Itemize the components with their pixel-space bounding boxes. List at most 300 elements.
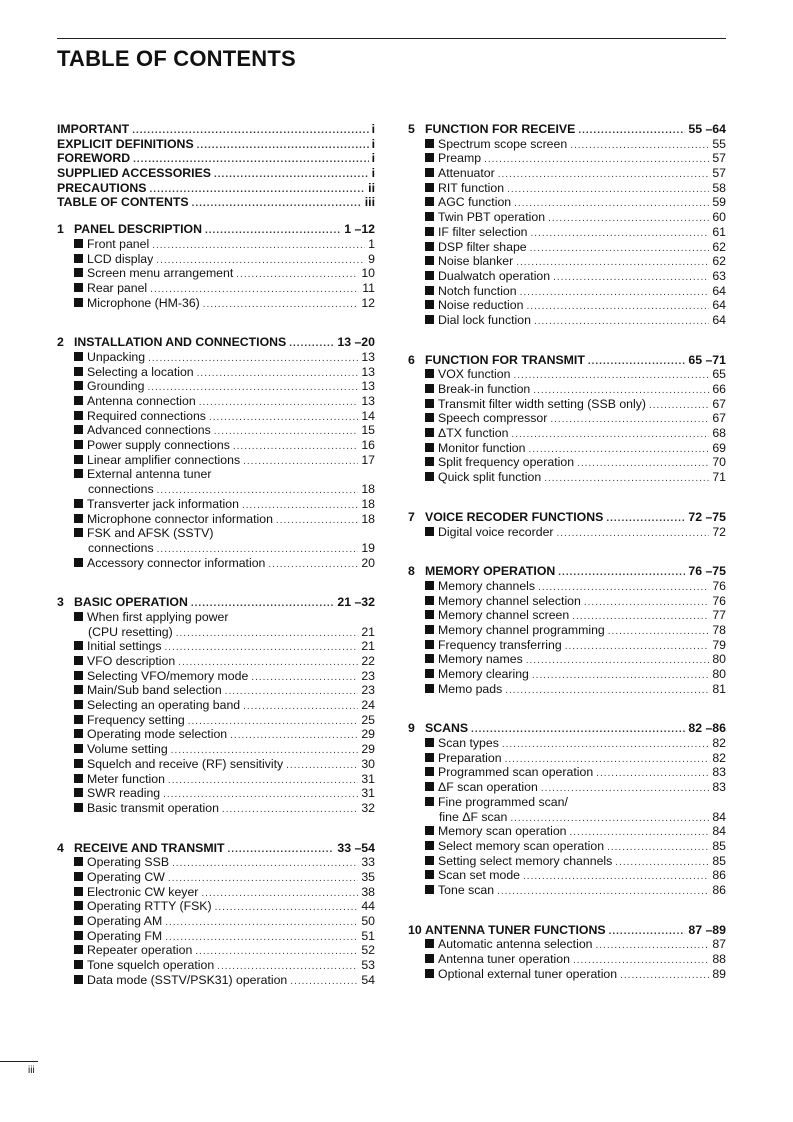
dot-leader <box>544 472 709 487</box>
section-number: 6 <box>408 352 415 367</box>
toc-item[interactable] <box>408 225 726 240</box>
dot-leader <box>251 671 358 686</box>
toc-item[interactable] <box>57 639 375 654</box>
toc-item[interactable] <box>57 556 375 571</box>
item-page: 59 <box>712 195 726 210</box>
toc-item[interactable] <box>57 885 375 900</box>
toc-item[interactable] <box>408 455 726 470</box>
item-label: Tone squelch operation <box>87 958 215 973</box>
toc-entry[interactable] <box>57 122 375 137</box>
toc-item[interactable] <box>57 669 375 684</box>
bullet-square-icon <box>74 367 83 376</box>
bullet-square-icon <box>425 738 434 747</box>
bullet-square-icon <box>74 469 83 478</box>
toc-item[interactable] <box>408 780 726 795</box>
toc-item[interactable] <box>57 296 375 311</box>
bullet-square-icon <box>74 975 83 984</box>
dot-leader <box>228 843 335 858</box>
entry-page: i <box>371 166 375 181</box>
toc-item[interactable] <box>408 736 726 751</box>
toc-entry[interactable] <box>57 151 375 166</box>
bullet-square-icon <box>74 872 83 881</box>
item-label: Tone scan <box>438 882 495 897</box>
toc-item[interactable] <box>57 379 375 394</box>
item-label: Unpacking <box>87 349 146 364</box>
item-page: 29 <box>361 742 375 757</box>
item-page: 62 <box>712 254 726 269</box>
toc-item[interactable] <box>57 786 375 801</box>
section-title: MEMORY OPERATION <box>425 564 556 579</box>
dot-leader <box>557 527 710 542</box>
dot-leader <box>201 887 358 902</box>
page-number: iii <box>28 1065 35 1076</box>
dot-leader <box>209 411 358 426</box>
bullet-square-icon <box>74 528 83 537</box>
item-page: 82 <box>712 736 726 751</box>
item-page: 23 <box>361 668 375 683</box>
toc-item[interactable] <box>408 652 726 667</box>
dot-leader <box>276 514 358 529</box>
toc-item-line[interactable] <box>408 795 726 810</box>
toc-item[interactable] <box>408 868 726 883</box>
item-label: VOX function <box>438 367 511 382</box>
item-page: 83 <box>712 765 726 780</box>
item-label: ΔF scan operation <box>438 780 538 795</box>
item-page: 13 <box>361 394 375 408</box>
toc-item[interactable] <box>57 958 375 973</box>
bullet-square-icon <box>74 887 83 896</box>
section-pages: 76 –75 <box>688 564 726 579</box>
item-page: 18 <box>361 482 375 497</box>
item-label: Automatic antenna selection <box>438 937 593 952</box>
item-page: 13 <box>361 364 375 379</box>
item-page: 13 <box>361 379 375 394</box>
item-label: Operating FM <box>87 928 163 943</box>
dot-leader <box>225 685 359 700</box>
bullet-square-icon <box>425 139 434 148</box>
section-gap <box>57 310 375 335</box>
toc-item[interactable] <box>408 765 726 780</box>
section-number: 1 <box>57 222 64 237</box>
item-label: ΔTX function <box>438 426 509 441</box>
item-label: Noise blanker <box>438 254 514 269</box>
item-label: Advanced connections <box>87 423 211 438</box>
toc-item[interactable] <box>408 682 726 697</box>
bullet-square-icon <box>74 254 83 263</box>
toc-item[interactable] <box>408 151 726 166</box>
dot-leader <box>548 212 709 227</box>
dot-leader <box>615 856 709 871</box>
toc-item-line[interactable] <box>57 610 375 625</box>
toc-item[interactable] <box>408 397 726 412</box>
item-page: 14 <box>361 408 375 423</box>
section-title: PANEL DESCRIPTION <box>74 222 202 237</box>
toc-item[interactable] <box>57 497 375 512</box>
dot-leader <box>214 425 359 440</box>
bullet-square-icon <box>74 700 83 709</box>
item-page: 61 <box>712 224 726 239</box>
dot-leader <box>236 268 358 283</box>
section-pages: 1 –12 <box>344 222 375 237</box>
section-gap <box>408 696 726 721</box>
item-label: Transmit filter width setting (SSB only) <box>438 396 646 411</box>
toc-item[interactable] <box>57 899 375 914</box>
item-page: 11 <box>362 280 375 295</box>
item-page: 67 <box>712 411 726 426</box>
bullet-square-icon <box>425 797 434 806</box>
toc-item[interactable] <box>57 973 375 988</box>
bullet-square-icon <box>74 455 83 464</box>
toc-item[interactable] <box>408 967 726 982</box>
toc-item[interactable] <box>408 313 726 328</box>
item-label: Memory scan operation <box>438 824 567 839</box>
toc-item[interactable] <box>57 742 375 757</box>
toc-item-continuation[interactable] <box>57 625 375 640</box>
toc-item[interactable] <box>408 426 726 441</box>
item-page: 64 <box>712 312 726 327</box>
toc-item[interactable] <box>408 579 726 594</box>
toc-item[interactable] <box>57 394 375 409</box>
item-label: Transverter jack information <box>87 496 239 511</box>
item-label: Dualwatch operation <box>438 268 551 283</box>
item-label: Setting select memory channels <box>438 853 613 868</box>
toc-item-line[interactable] <box>57 467 375 482</box>
item-page: 70 <box>712 455 726 470</box>
item-label: Operating AM <box>87 914 163 928</box>
section-heading[interactable] <box>57 841 375 856</box>
toc-item[interactable] <box>408 608 726 623</box>
toc-item[interactable] <box>57 350 375 365</box>
toc-item[interactable] <box>57 512 375 527</box>
dot-leader <box>497 885 709 900</box>
item-page: 76 <box>712 593 726 608</box>
item-label: Monitor function <box>438 440 526 455</box>
bullet-square-icon <box>425 472 434 481</box>
item-label: Operating mode selection <box>87 727 228 742</box>
toc-item[interactable] <box>408 594 726 609</box>
toc-section <box>57 595 375 815</box>
bullet-square-icon <box>425 527 434 536</box>
toc-item[interactable] <box>57 409 375 424</box>
dot-leader <box>230 729 358 744</box>
item-label: Frequency transferring <box>438 637 562 652</box>
section-gap <box>408 328 726 353</box>
bullet-square-icon <box>74 612 83 621</box>
toc-left-column <box>57 122 375 987</box>
toc-item[interactable] <box>408 240 726 255</box>
item-page: 16 <box>361 438 375 453</box>
toc-item-continuation[interactable] <box>57 541 375 556</box>
toc-item[interactable] <box>57 453 375 468</box>
toc-item[interactable] <box>408 411 726 426</box>
toc-item[interactable] <box>57 252 375 267</box>
bullet-square-icon <box>425 654 434 663</box>
dot-leader <box>215 901 359 916</box>
toc-item[interactable] <box>408 210 726 225</box>
item-label: Fine programmed scan/ <box>438 794 568 809</box>
item-label: Programmed scan operation <box>438 765 594 780</box>
dot-leader <box>502 738 709 753</box>
item-label: Accessory connector information <box>87 555 266 570</box>
dot-leader <box>534 315 709 330</box>
toc-item[interactable] <box>57 683 375 698</box>
dot-leader <box>214 168 369 183</box>
toc-item[interactable] <box>408 470 726 485</box>
bullet-square-icon <box>425 753 434 762</box>
section-gap <box>408 539 726 564</box>
toc-item[interactable] <box>57 654 375 669</box>
item-page: 51 <box>361 928 375 943</box>
toc-item[interactable] <box>408 181 726 196</box>
toc-section <box>408 721 726 897</box>
toc-item[interactable] <box>57 365 375 380</box>
item-page: 15 <box>361 423 375 438</box>
toc-item[interactable] <box>408 667 726 682</box>
toc-item[interactable] <box>408 298 726 313</box>
section-title: INSTALLATION AND CONNECTIONS <box>74 335 287 350</box>
item-page: 86 <box>712 882 726 897</box>
bullet-square-icon <box>74 945 83 954</box>
bullet-square-icon <box>74 425 83 434</box>
toc-item[interactable] <box>408 824 726 839</box>
toc-entry[interactable] <box>57 166 375 181</box>
item-label: Basic transmit operation <box>87 800 219 815</box>
item-page: 85 <box>712 838 726 853</box>
item-page: 22 <box>361 654 375 668</box>
dot-leader <box>550 413 709 428</box>
dot-leader <box>192 197 362 212</box>
bullet-square-icon <box>74 857 83 866</box>
bullet-square-icon <box>425 625 434 634</box>
section-heading[interactable] <box>408 721 726 736</box>
section-pages: 65 –71 <box>688 352 726 367</box>
item-page: 87 <box>712 937 726 952</box>
dot-leader <box>596 939 710 954</box>
item-label: Memory channel programming <box>438 622 605 637</box>
toc-item[interactable] <box>57 438 375 453</box>
toc-entry[interactable] <box>57 181 375 196</box>
item-label: Electronic CW keyer <box>87 884 199 899</box>
toc-item[interactable] <box>408 638 726 653</box>
bullet-square-icon <box>74 671 83 680</box>
section-pages: 13 –20 <box>337 335 375 350</box>
bullet-square-icon <box>425 457 434 466</box>
dot-leader <box>608 625 710 640</box>
toc-item[interactable] <box>57 929 375 944</box>
item-label: Scan set mode <box>438 868 521 883</box>
item-label: FSK and AFSK (SSTV) <box>87 526 214 541</box>
section-heading[interactable] <box>57 335 375 350</box>
bullet-square-icon <box>74 440 83 449</box>
toc-item[interactable] <box>57 914 375 929</box>
dot-leader <box>511 428 709 443</box>
section-number: 5 <box>408 122 415 136</box>
dot-leader <box>565 640 710 655</box>
dot-leader <box>606 512 685 527</box>
dot-leader <box>558 566 685 581</box>
item-label: Linear amplifier connections <box>87 452 241 467</box>
item-page: 78 <box>712 622 726 637</box>
section-heading[interactable] <box>408 353 726 368</box>
bullet-square-icon <box>425 399 434 408</box>
item-page: 30 <box>361 756 375 771</box>
toc-item[interactable] <box>408 839 726 854</box>
toc-item[interactable] <box>57 727 375 742</box>
bullet-square-icon <box>74 729 83 738</box>
bullet-square-icon <box>425 413 434 422</box>
toc-item[interactable] <box>408 937 726 952</box>
toc-item[interactable] <box>408 254 726 269</box>
item-continuation: connections <box>88 482 154 497</box>
item-page: 53 <box>361 958 375 973</box>
toc-entry[interactable] <box>57 195 375 210</box>
item-page: 19 <box>361 540 375 555</box>
toc-item[interactable] <box>57 423 375 438</box>
toc-item[interactable] <box>408 952 726 967</box>
bullet-square-icon <box>74 283 83 292</box>
item-label: VFO description <box>87 654 176 668</box>
toc-item-continuation[interactable] <box>408 810 726 825</box>
item-page: 52 <box>361 943 375 958</box>
item-label: DSP filter shape <box>438 239 527 254</box>
toc-item[interactable] <box>57 698 375 713</box>
item-label: Split frequency operation <box>438 455 575 470</box>
section-heading[interactable] <box>408 122 726 137</box>
dot-leader <box>596 767 709 782</box>
dot-leader <box>588 355 686 370</box>
toc-item[interactable] <box>408 137 726 152</box>
item-page: 9 <box>368 251 375 266</box>
item-label: Operating RTTY (FSK) <box>87 899 212 914</box>
section-heading[interactable] <box>408 564 726 579</box>
dot-leader <box>165 641 359 656</box>
item-page: 69 <box>712 440 726 455</box>
entry-label: TABLE OF CONTENTS <box>57 195 189 210</box>
toc-item[interactable] <box>408 269 726 284</box>
toc-item[interactable] <box>408 441 726 456</box>
dot-leader <box>620 969 709 984</box>
toc-item[interactable] <box>57 943 375 958</box>
bullet-square-icon <box>74 803 83 812</box>
bullet-square-icon <box>425 384 434 393</box>
toc-entry[interactable] <box>57 137 375 152</box>
bullet-square-icon <box>425 826 434 835</box>
toc-item[interactable] <box>57 870 375 885</box>
toc-item[interactable] <box>408 382 726 397</box>
dot-leader <box>607 841 709 856</box>
item-label: Optional external tuner operation <box>438 966 618 981</box>
dot-leader <box>532 669 709 684</box>
item-page: 79 <box>712 637 726 652</box>
item-label: Main/Sub band selection <box>87 683 222 698</box>
bullet-square-icon <box>425 369 434 378</box>
bullet-square-icon <box>425 969 434 978</box>
toc-item[interactable] <box>57 713 375 728</box>
item-label: Frequency setting <box>87 712 185 727</box>
section-title: RECEIVE AND TRANSMIT <box>74 840 225 855</box>
section-pages: 87 –89 <box>688 922 726 937</box>
section-number: 3 <box>57 595 64 610</box>
toc-item[interactable] <box>57 772 375 787</box>
dot-leader <box>243 700 358 715</box>
bullet-square-icon <box>425 885 434 894</box>
toc-item-continuation[interactable] <box>57 482 375 497</box>
item-continuation: (CPU resetting) <box>88 624 173 639</box>
toc-item[interactable] <box>408 623 726 638</box>
toc-item[interactable] <box>408 166 726 181</box>
bullet-square-icon <box>74 916 83 925</box>
item-label: Initial settings <box>87 639 162 654</box>
section-pages: 21 –32 <box>337 595 375 610</box>
toc-item[interactable] <box>57 757 375 772</box>
toc-item[interactable] <box>408 284 726 299</box>
toc-item-line[interactable] <box>57 526 375 541</box>
item-label: Speech compressor <box>438 411 548 426</box>
section-title: SCANS <box>425 721 469 736</box>
item-label: Memory channel selection <box>438 593 581 608</box>
footer-rule <box>0 1061 38 1062</box>
item-page: 82 <box>712 750 726 765</box>
item-page: 21 <box>361 624 375 639</box>
toc-item[interactable] <box>408 854 726 869</box>
section-heading[interactable] <box>57 595 375 610</box>
item-page: 85 <box>712 853 726 868</box>
toc-item[interactable] <box>408 751 726 766</box>
item-label: Meter function <box>87 771 165 786</box>
toc-item[interactable] <box>57 801 375 816</box>
dot-leader <box>570 139 709 154</box>
dot-leader <box>523 870 709 885</box>
dot-leader <box>203 298 359 313</box>
item-page: 58 <box>712 180 726 195</box>
toc-item[interactable] <box>408 367 726 382</box>
item-label: Quick split function <box>438 470 542 485</box>
page-title: TABLE OF CONTENTS <box>57 46 296 71</box>
section-heading[interactable] <box>408 510 726 525</box>
toc-item[interactable] <box>408 195 726 210</box>
toc-item[interactable] <box>57 237 375 252</box>
item-page: 77 <box>712 608 726 623</box>
item-label: Volume setting <box>87 742 168 757</box>
item-label: Grounding <box>87 379 145 394</box>
bullet-square-icon <box>425 856 434 865</box>
toc-section <box>57 335 375 570</box>
section-heading[interactable] <box>57 222 375 237</box>
item-page: 20 <box>361 555 375 570</box>
toc-item[interactable] <box>408 525 726 540</box>
item-page: 86 <box>712 868 726 883</box>
toc-item[interactable] <box>57 266 375 281</box>
item-page: 63 <box>712 268 726 283</box>
item-label: IF filter selection <box>438 224 528 239</box>
item-label: Rear panel <box>87 280 148 295</box>
dot-leader <box>197 367 359 382</box>
section-heading[interactable] <box>408 923 726 938</box>
toc-item[interactable] <box>57 855 375 870</box>
toc-item[interactable] <box>57 281 375 296</box>
item-page: 13 <box>361 349 375 364</box>
bullet-square-icon <box>74 774 83 783</box>
item-page: 31 <box>361 771 375 786</box>
item-page: 62 <box>712 239 726 254</box>
item-page: 71 <box>712 470 726 485</box>
item-label: Power supply connections <box>87 438 230 453</box>
item-label: Front panel <box>87 236 150 251</box>
dot-leader <box>578 124 685 139</box>
bullet-square-icon <box>74 268 83 277</box>
toc-item[interactable] <box>408 883 726 898</box>
bullet-square-icon <box>74 411 83 420</box>
